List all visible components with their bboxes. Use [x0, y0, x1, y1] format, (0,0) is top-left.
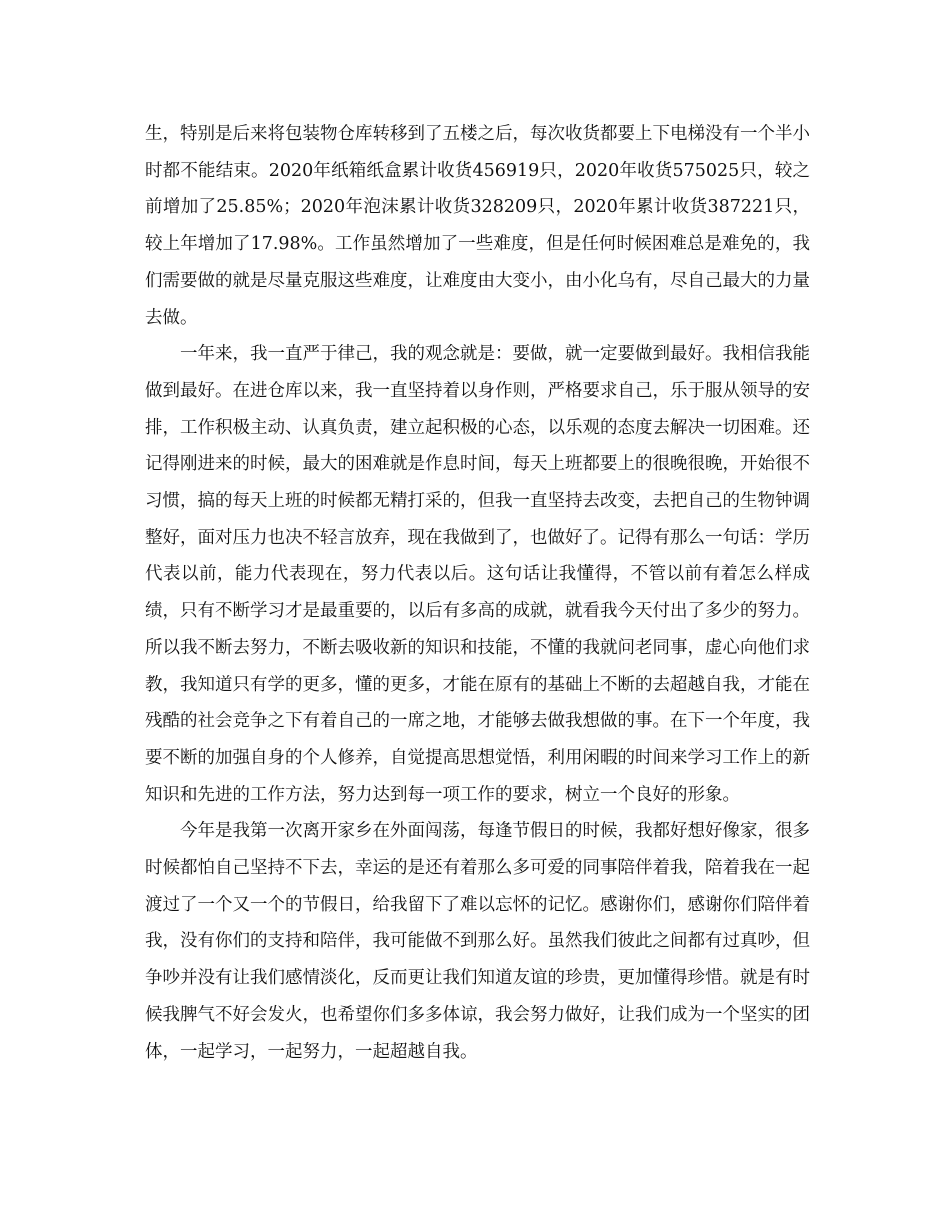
paragraph-colleagues-thanks: 今年是我第一次离开家乡在外面闯荡，每逢节假日的时候，我都好想好像家，很多时候都怕自己坚持不下去，幸运的是还有着那么多可爱的同事陪伴着我，陪着我在一起渡过了一个又一个的节假日，给我留下了难以忘怀的记忆。感谢你们，感谢你们陪伴着我，没有你们的支持和陪伴，我可能做不到那么好。虽然我们彼此之间都有过真吵，但争吵并没有让我们感情淡化，反而更让我们知道友谊的珍贵，更加懂得珍惜。就是有时候我脾气不好会发火，也希望你们多多体谅，我会努力做好，让我们成为一个坚实的团体，一起学习，一起努力，一起超越自我。 — [145, 821, 810, 1062]
document-page — [145, 116, 810, 1070]
paragraph-receiving-stats: 生，特别是后来将包装物仓库转移到了五楼之后，每次收货都要上下电梯没有一个半小时都不能结束。2020年纸箱纸盒累计收货456919只，2020年收货575025只，较之前增加了25.85%；2020年泡沫累计收货328209只，2020年累计收货387221只，较上年增加了17.98%。工作虽然增加了一些难度，但是任何时候困难总是难免的，我们需要做的就是尽量克服这些难度，让难度由大变小，由小化乌有，尽自己最大的力量去做。 — [145, 124, 810, 328]
paragraph-self-discipline: 一年来，我一直严于律己，我的观念就是：要做，就一定要做到最好。我相信我能做到最好。在进仓库以来，我一直坚持着以身作则，严格要求自己，乐于服从领导的安排，工作积极主动、认真负责，建立起积极的心态，以乐观的态度去解决一切困难。还记得刚进来的时候，最大的困难就是作息时间，每天上班都要上的很晚很晚，开始很不习惯，搞的每天上班的时候都无精打采的，但我一直坚持去改变，去把自己的生物钟调整好，面对压力也决不轻言放弃，现在我做到了，也做好了。记得有那么一句话：学历代表以前，能力代表现在，努力代表以后。这句话让我懂得，不管以前有着怎么样成绩，只有不断学习才是最重要的，以后有多高的成就，就看我今天付出了多少的努力。所以我不断去努力，不断去吸收新的知识和技能，不懂的我就问老同事，虚心向他们求教，我知道只有学的更多，懂的更多，才能在原有的基础上不断的去超越自我，才能在残酷的社会竞争之下有着自己的一席之地，才能够去做我想做的事。在下一个年度，我要不断的加强自身的个人修养，自觉提高思想觉悟，利用闲暇的时间来学习工作上的新知识和先进的工作方法，努力达到每一项工作的要求，树立一个良好的形象。 — [145, 344, 810, 805]
